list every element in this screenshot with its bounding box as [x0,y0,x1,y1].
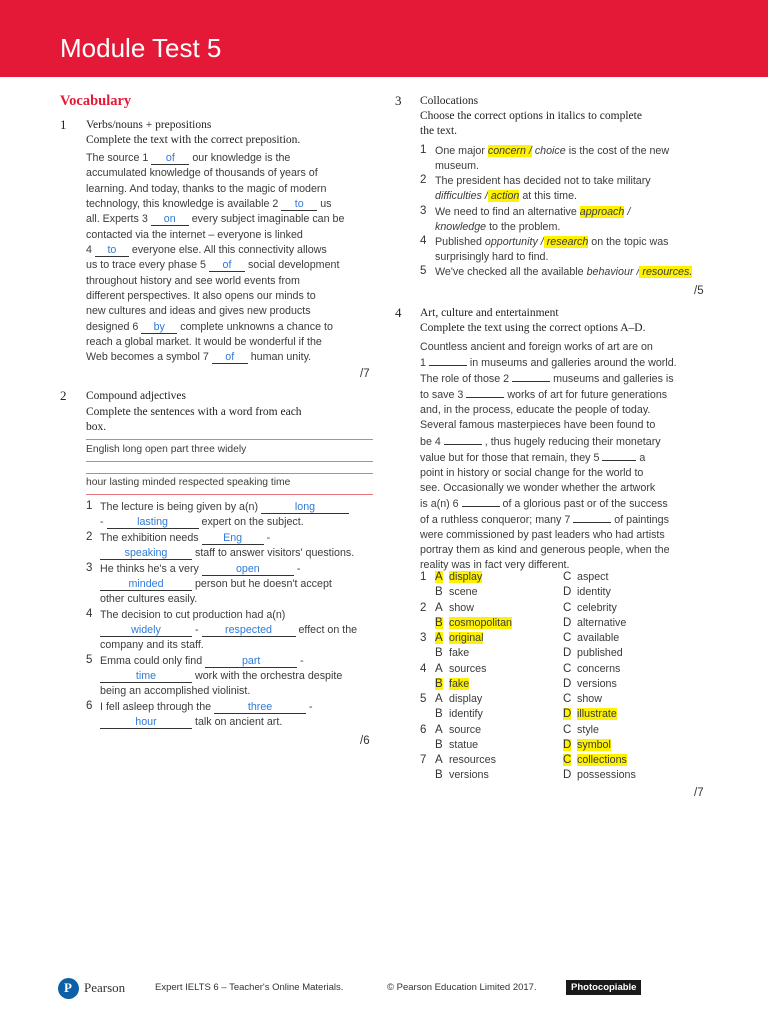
q1-instruction: Complete the text with the correct preposition. [86,134,301,146]
option-letter: A [435,632,443,644]
q4-number: 4 [395,305,402,320]
gap-answer[interactable]: of [209,260,245,272]
gap-answer[interactable]: to [281,199,317,211]
option-letter: B [435,647,443,660]
gap-answer[interactable]: to [95,245,129,257]
footer-course: Expert IELTS 6 – Teacher's Online Materials. [155,982,344,993]
option-letter: B [435,586,443,599]
option[interactable]: source [449,723,482,736]
gap-answer[interactable]: time [100,671,192,683]
option-letter: B [435,769,443,782]
gap-blank[interactable] [429,355,467,366]
option[interactable]: available [577,632,620,644]
q1-score: /7 [360,368,370,380]
option-selected[interactable]: approach [579,206,625,218]
option[interactable]: celebrity [577,601,617,614]
q3-label: Collocations [420,95,479,107]
header-banner [0,0,768,77]
option-letter: B [435,708,443,721]
q3-item-1: One major concern / choice is the cost of the new museum. [435,145,670,173]
option-number: 4 [420,662,427,675]
q2-number: 2 [60,388,67,403]
option[interactable]: style [577,723,599,736]
option-letter: D [563,708,572,721]
option[interactable]: difficulties / [435,190,488,203]
option-selected[interactable]: cosmopolitan [449,616,512,629]
option-number: 7 [420,754,427,766]
option-letter: B [435,738,443,751]
option-selected[interactable]: symbol [577,738,611,751]
word-box-2: hour lasting minded respected speaking time [86,477,291,488]
box-divider [86,461,373,462]
option-letter: A [435,723,443,736]
option-number: 3 [420,632,427,644]
option-letter: C [563,723,572,736]
section-heading: Vocabulary [60,93,132,109]
option-number: 2 [420,601,427,614]
q3-item-4: Published opportunity / research on the topic was surprisingly hard to find. [435,236,669,264]
q2-item-number: 4 [86,608,93,620]
q4-passage: Countless ancient and foreign works of art are on 1 in museums and galleries around the world. The role of those 2 museums and galleries is to save 3 works of art for future generations and, in the process, educate the people of today. Several famous masterpieces have been found to be 4 , thus hugely reducing their monetary value but for those that remain, they 5 a point in history or social change for the world to see. Occasionally we wonder whether the artwork is a(n) 6 of a glorious past or of the success of a ruthless conqueror; many 7 of paintings were commissioned by past leaders who had artists portray them as kind and generous people, when the reality was in fact very different. [420,341,677,572]
q1-passage: The source 1 of our knowledge is the accumulated knowledge of thousands of years of learning. And today, thanks to the magic of modern technology, this knowledge is available 2 to us all. Experts 3 on every subject imaginable can be contacted via the internet – everyone is linked 4 to everyone else. All this connectivity allows us to trace every phase 5 of social development throughout history and see world events from different perspectives. It also opens our minds to new cultures and ideas and gives new products designed 6 by complete unknowns a chance to reach a global market. It would be wonderful if the Web becomes a symbol 7 of human unity. [86,152,345,364]
q3-item-2: The president has decided not to take military difficulties / action at this time. [435,175,651,203]
option-number: 1 [420,571,427,583]
option[interactable]: choice [531,145,566,157]
option-letter: A [435,601,443,614]
option-selected[interactable]: resources. [639,266,693,278]
option-number: 5 [420,693,427,705]
gap-answer[interactable]: on [151,214,189,226]
option[interactable]: show [449,601,474,614]
option-letter: D [563,647,572,660]
option-selected[interactable]: illustrate [577,708,617,721]
option-letter: D [563,616,572,629]
gap-blank[interactable] [466,387,504,398]
option-selected[interactable]: display [449,571,483,583]
gap-blank[interactable] [462,496,500,507]
option[interactable]: sources [449,662,487,675]
option-selected[interactable]: concern / [487,145,532,157]
q2-item-number: 1 [86,500,93,512]
footer-copyright: © Pearson Education Limited 2017. [387,982,537,993]
option[interactable]: versions [449,769,489,782]
gap-answer[interactable]: respected [202,625,296,637]
option-letter: A [435,662,443,675]
option-letter: D [563,738,572,751]
q2-instruction-2: box. [86,421,107,433]
option[interactable]: versions [577,677,617,690]
option[interactable]: resources [449,754,496,766]
option-letter: C [563,662,572,675]
q2-item-number: 2 [86,531,93,543]
gap-answer[interactable]: hour [100,717,192,729]
option[interactable]: display [449,693,483,705]
option[interactable]: published [577,647,623,660]
option[interactable]: identify [449,708,483,721]
option-selected[interactable]: research [543,236,589,248]
q3-number: 3 [395,93,402,108]
option[interactable]: scene [449,586,478,599]
gap-answer[interactable]: speaking [100,548,192,560]
option[interactable]: statue [449,738,479,751]
page-title: Module Test 5 [60,33,222,63]
option[interactable]: identity [577,586,611,599]
gap-answer[interactable]: Eng [202,533,264,545]
gap-blank[interactable] [573,512,611,523]
q4-score: /7 [694,787,704,799]
gap-blank[interactable] [444,434,482,445]
footer-brand: Pearson [84,980,126,995]
option-number: 6 [420,723,427,736]
option[interactable]: alternative [577,616,627,629]
word-box-1: English long open part three widely [86,444,247,455]
option[interactable]: behaviour / [586,266,640,278]
option-letter: C [563,693,572,705]
gap-answer[interactable]: part [205,656,297,668]
option-letter: B [435,616,443,629]
q3-item-number: 1 [420,144,427,156]
q3-item-number: 4 [420,235,427,247]
q1-label: Verbs/nouns + prepositions [86,119,212,131]
gap-answer[interactable]: three [214,702,306,714]
q2-item-number: 3 [86,562,93,574]
option[interactable]: possessions [577,769,636,782]
box-divider [86,473,373,474]
option[interactable]: opportunity / [484,236,544,248]
option-selected[interactable]: original [449,632,484,644]
option-selected[interactable]: action [487,190,520,203]
option-selected[interactable]: collections [577,754,627,766]
q2-item-1: The lecture is being given by a(n) long - lasting expert on the subject. [100,500,376,530]
gap-answer[interactable]: of [212,352,248,364]
q3-item-number: 5 [420,265,427,277]
option-letter: C [563,601,572,614]
q3-item-number: 2 [420,174,427,186]
option[interactable]: show [577,693,602,705]
gap-answer[interactable]: by [141,322,177,334]
q2-score: /6 [360,735,370,747]
option-letter: C [563,571,572,583]
option[interactable]: aspect [577,571,609,583]
gap-answer[interactable]: lasting [107,517,199,529]
option[interactable]: concerns [577,662,621,675]
q3-instruction-2: the text. [420,125,458,137]
q2-item-6: I fell asleep through the three - hour talk on ancient art. [100,701,313,729]
q2-item-2: The exhibition needs Eng - speaking staff to answer visitors' questions. [100,532,355,560]
q2-item-3: He thinks he's a very open - minded person but he doesn't accept other cultures easily. [100,563,332,606]
option[interactable]: knowledge [435,221,487,234]
q2-label: Compound adjectives [86,390,186,402]
q2-item-4: The decision to cut production had a(n) widely - respected effect on the company and its staff. [100,609,358,652]
option-letter: A [435,693,443,705]
box-divider [86,439,373,440]
gap-answer[interactable]: of [151,153,189,165]
q2-item-5: Emma could only find part - time work with the orchestra despite being an accomplished violinist. [100,655,343,698]
option-letter: D [563,586,572,599]
q3-instruction: Choose the correct options in italics to complete [420,110,642,122]
option-letter: C [563,754,572,766]
q4-label: Art, culture and entertainment [420,307,559,319]
q2-item-number: 6 [86,700,93,712]
option-letter: B [435,677,443,690]
q3-item-number: 3 [420,205,427,217]
photocopiable-badge: Photocopiable [566,980,641,995]
gap-blank[interactable] [512,371,550,382]
q3-score: /5 [694,285,704,297]
q2-instruction: Complete the sentences with a word from each [86,406,302,418]
gap-answer[interactable]: long [261,502,349,514]
option-letter: A [435,571,443,583]
pearson-logo-icon: P [58,978,79,999]
q3-item-5: We've checked all the available behaviour / resources. [435,266,693,278]
option-letter: D [563,677,572,690]
q2-item-number: 5 [86,654,93,666]
gap-answer[interactable]: widely [100,625,192,637]
q4-instruction: Complete the text using the correct options A–D. [420,322,646,334]
gap-answer[interactable]: minded [100,579,192,591]
gap-blank[interactable] [602,450,636,461]
option-selected[interactable]: fake [449,677,470,690]
gap-answer[interactable]: open [202,564,294,576]
option-letter: C [563,632,572,644]
option[interactable]: fake [449,647,470,660]
q1-number: 1 [60,117,67,132]
q3-item-3: We need to find an alternative approach / knowledge to the problem. [435,206,631,234]
option-letter: A [435,754,443,766]
box-divider [86,494,373,495]
option-letter: D [563,769,572,782]
